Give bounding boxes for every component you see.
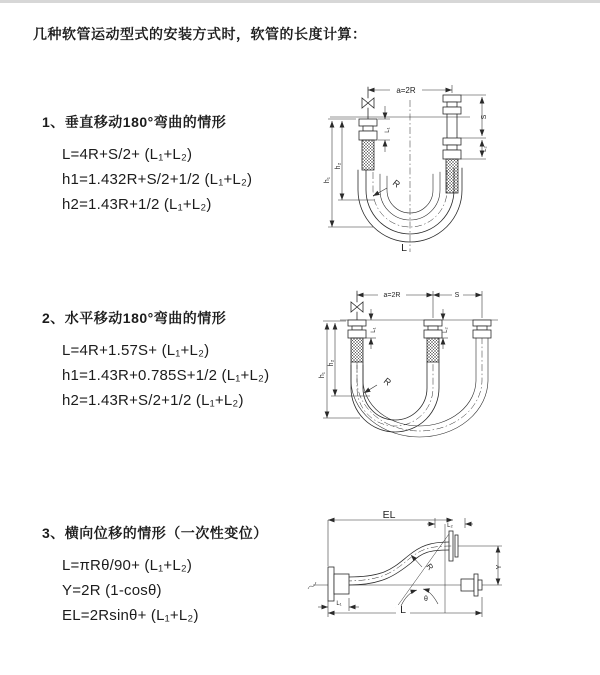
dim-label-h2: h₂ [328, 359, 335, 367]
dim-s-l2 [461, 95, 488, 159]
radius-label: R [390, 177, 403, 190]
formula-list [62, 553, 268, 628]
dim-label-s: S [481, 114, 488, 120]
section-heading: 1、垂直移动180°弯曲的情形 [42, 114, 227, 130]
pipe-break-symbol [308, 582, 316, 589]
section-heading: 2、水平移动180°弯曲的情形 [42, 310, 227, 326]
radius-label: R [381, 375, 394, 388]
braided-hose-middle [427, 338, 439, 362]
length-label: L [401, 242, 407, 254]
dim-label-h1: h₁ [324, 176, 331, 184]
hose-loop-far [351, 338, 488, 437]
dim-label-a2r: a=2R [383, 292, 401, 299]
dim-l2 [427, 518, 473, 529]
braided-hose-left [362, 140, 374, 170]
valve-icon [362, 87, 374, 119]
dim-l1 [378, 106, 391, 152]
scan-edge [0, 0, 600, 3]
dim-label-a2r: a=2R [396, 86, 416, 95]
formula: L=πRθ/90+ (L₁+L₂) [62, 557, 193, 574]
section-vertical-180 [42, 112, 252, 217]
dim-label-l2: L₂ [447, 523, 453, 529]
radius-callout [411, 555, 435, 572]
diagram-horizontal-180 [315, 280, 570, 458]
hose-s-curve [345, 542, 452, 585]
dim-label-l2: L₂ [482, 146, 488, 152]
dim-label-l1: L₁ [336, 601, 342, 607]
diagram-vertical-180 [310, 75, 560, 255]
dim-label-s: S [454, 292, 460, 299]
radius-callout [364, 376, 393, 393]
radius-label: R [424, 561, 436, 572]
dim-label-l2: L₂ [443, 327, 449, 333]
right-pipe-fitting [443, 95, 461, 193]
valve-icon [351, 291, 363, 320]
dim-l2 [442, 309, 449, 349]
left-pipe-fitting [359, 119, 377, 170]
left-pipe-fitting [328, 567, 349, 601]
dim-el [328, 509, 453, 566]
moving-pipe-near-position [424, 320, 442, 362]
braided-hose-right [446, 159, 458, 193]
dim-label-el: EL [382, 509, 396, 521]
dim-l1 [366, 309, 377, 349]
diagram-lateral-displacement [305, 498, 587, 630]
section-lateral-displacement [42, 523, 268, 628]
dim-l1 [318, 598, 359, 611]
formula: L=4R+S/2+ (L₁+L₂) [62, 146, 193, 163]
angle-label: θ [424, 596, 428, 603]
dim-label-l: L [400, 604, 406, 616]
moving-pipe-far-position [473, 320, 491, 338]
dim-top-a2r [368, 85, 452, 95]
formula: L=4R+1.57S+ (L₁+L₂) [62, 342, 210, 359]
braided-hose-left [351, 338, 363, 362]
formula-list [62, 142, 252, 217]
formula: Y=2R (1-cosθ) [62, 582, 162, 599]
angle-callout [401, 589, 438, 606]
dim-label-l1: L₁ [385, 127, 391, 133]
formula-list [62, 338, 269, 413]
original-position-pipe [461, 574, 482, 596]
page-title: 几种软管运动型式的安装方式时，软管的长度计算： [33, 26, 367, 42]
dim-label-l1: L₁ [371, 327, 377, 333]
formula: h2=1.43R+S/2+1/2 (L₁+L₂) [62, 392, 244, 409]
fixed-pipe-fitting [348, 320, 366, 362]
section-horizontal-180 [42, 308, 269, 413]
dim-label-h2: h₂ [335, 162, 342, 170]
formula: h1=1.43R+0.785S+1/2 (L₁+L₂) [62, 367, 270, 384]
formula: h2=1.43R+1/2 (L₁+L₂) [62, 196, 212, 213]
formula: EL=2Rsinθ+ (L₁+L₂) [62, 607, 199, 624]
formula: h1=1.432R+S/2+1/2 (L₁+L₂) [62, 171, 253, 188]
dim-label-y: Y [496, 564, 503, 570]
dim-top-a2r-s [357, 290, 482, 318]
section-heading: 3、横向位移的情形（一次性变位） [42, 525, 268, 541]
radius-callout [373, 178, 402, 196]
dim-label-h1: h₁ [319, 371, 326, 379]
